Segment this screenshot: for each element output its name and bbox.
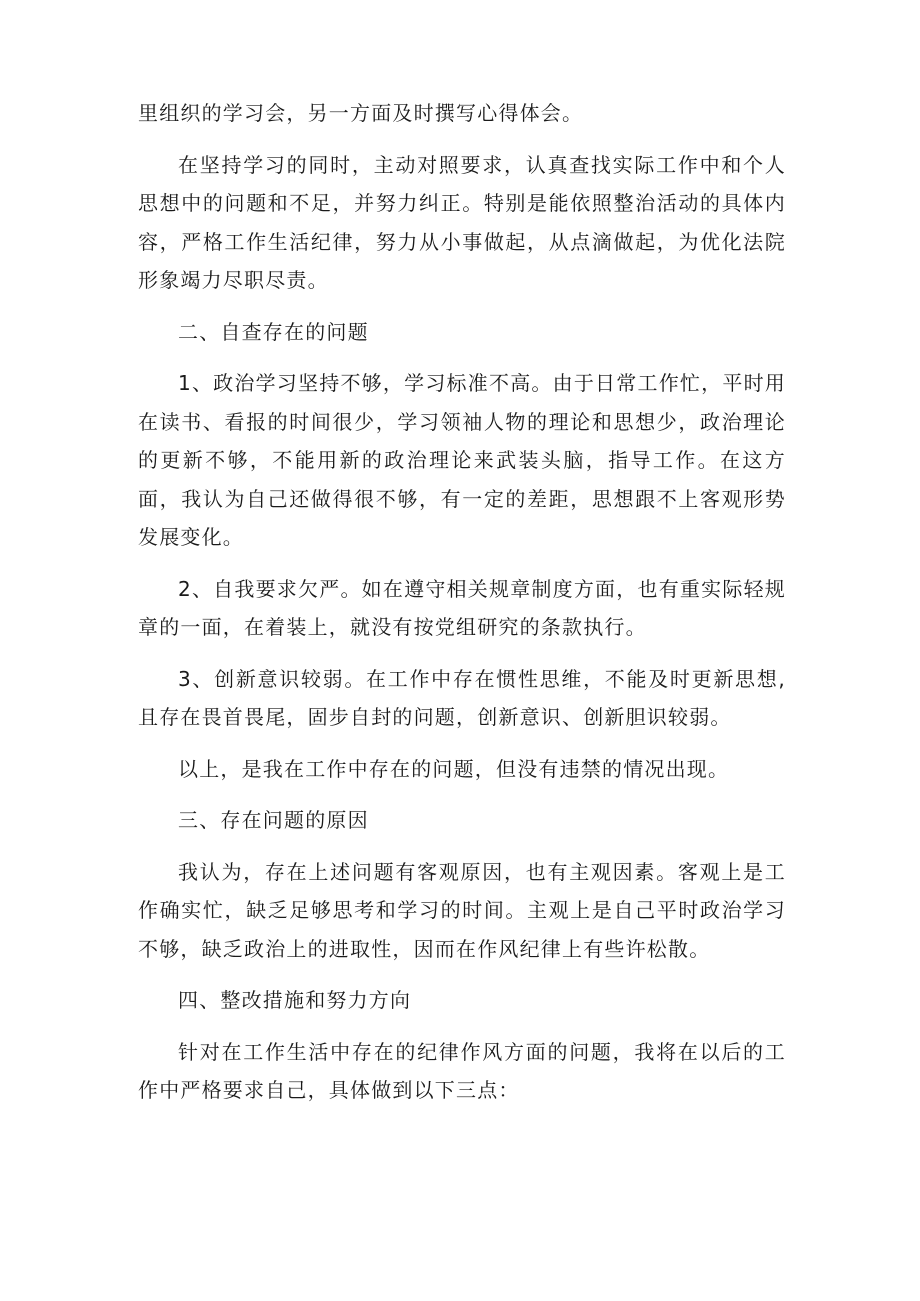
paragraph-summary: 以上，是我在工作中存在的问题，但没有违禁的情况出现。 — [178, 756, 730, 781]
paragraph-issue-1: 1、政治学习坚持不够，学习标准不高。由于日常工作忙，平时用在读书、看报的时间很少，学习领袖人物的理论和思想少，政治理论的更新不够，不能用新的政治理论来武装头脑，指导工作。在这方面，我认为自己还做得很不够，有一定的差距，思想跟不上客观形势发展变化。 — [138, 371, 786, 549]
paragraph-issue-3: 3、创新意识较弱。在工作中存在惯性思维，不能及时更新思想,且存在畏首畏尾，固步自封的问题，创新意识、创新胆识较弱。 — [138, 666, 786, 729]
paragraph-study-and-correction: 在坚持学习的同时，主动对照要求，认真查找实际工作中和个人思想中的问题和不足，并努力纠正。特别是能依照整治活动的具体内容，严格工作生活纪律，努力从小事做起，从点滴做起，为优化法院形象竭力尽职尽责。 — [138, 152, 786, 292]
paragraph-continuation: 里组织的学习会，另一方面及时撰写心得体会。 — [138, 101, 584, 125]
paragraph-issue-2: 2、自我要求欠严。如在遵守相关规章制度方面，也有重实际轻规章的一面，在着装上，就没有按党组研究的条款执行。 — [138, 576, 786, 639]
paragraph-measures: 针对在工作生活中存在的纪律作风方面的问题，我将在以后的工作中严格要求自己，具体做到以下三点： — [138, 1039, 786, 1102]
paragraph-causes: 我认为，存在上述问题有客观原因，也有主观因素。客观上是工作确实忙，缺乏足够思考和学习的时间。主观上是自己平时政治学习不够，缺乏政治上的进取性，因而在作风纪律上有些许松散。 — [138, 859, 786, 961]
document-body — [138, 94, 786, 1123]
section-heading-self-check: 二、自查存在的问题 — [178, 319, 369, 344]
section-heading-measures: 四、整改措施和努力方向 — [178, 988, 412, 1012]
section-heading-causes: 三、存在问题的原因 — [178, 808, 369, 832]
